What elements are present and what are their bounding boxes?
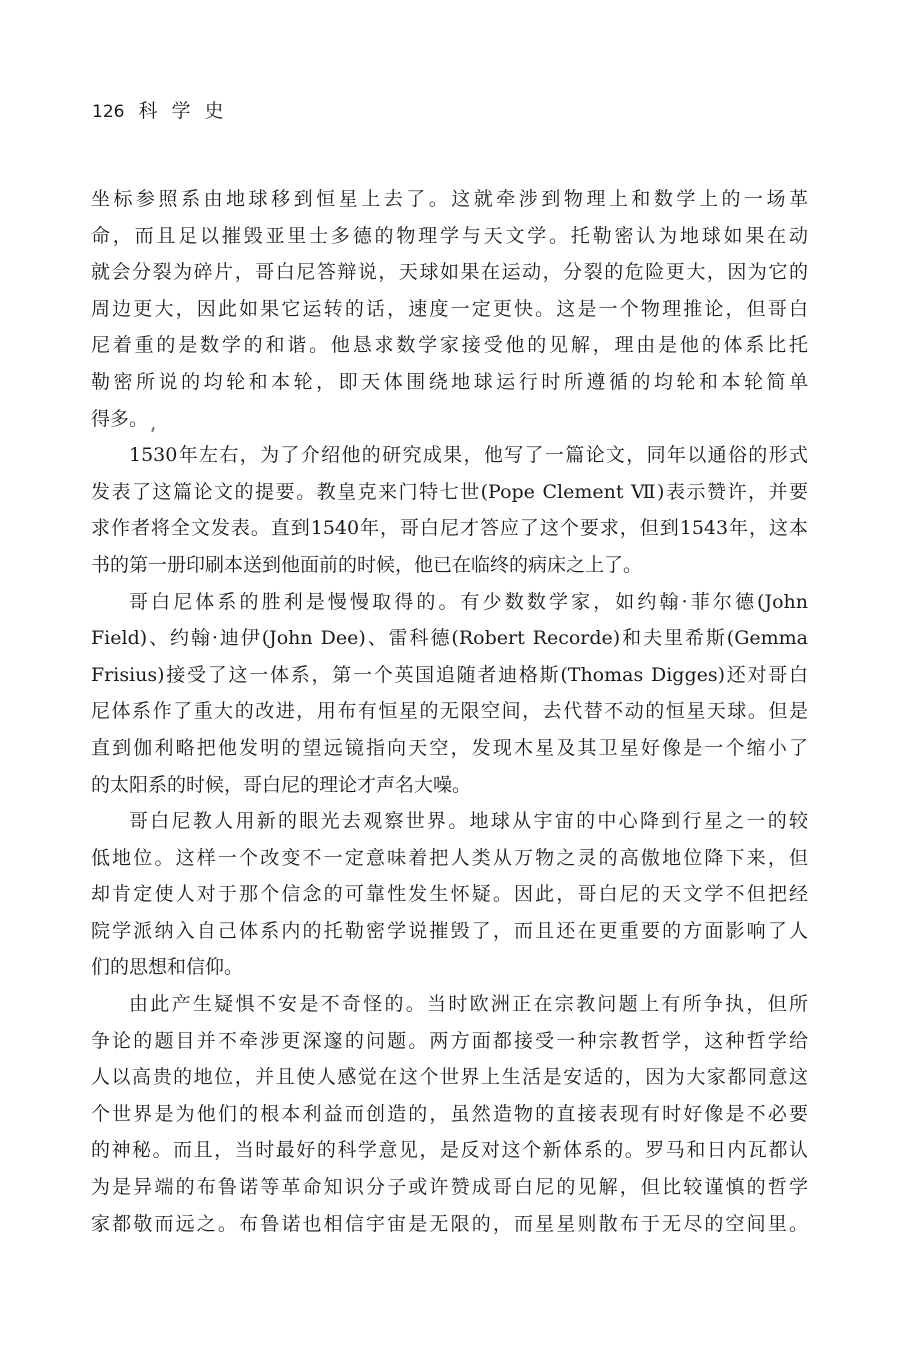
text-line: 勒密所说的均轮和本轮，即天体围绕地球运行时所遵循的均轮和本轮简单 [91, 370, 808, 393]
text-line: 坐标参照系由地球移到恒星上去了。这就牵涉到物理上和数学上的一场革 [91, 188, 808, 210]
text-line: 尼体系作了重大的改进，用布有恒星的无限空间，去代替不动的恒星天球。但是 [91, 700, 808, 723]
text-line: 发表了这篇论文的提要。教皇克来门特七世(Pope Clement Ⅶ)表示赞许，并要 [91, 480, 808, 503]
text-line: 们的思想和信仰。 [91, 956, 244, 979]
text-line: 1530年左右，为了介绍他的研究成果，他写了一篇论文，同年以通俗的形式 [129, 444, 808, 467]
text-line: 就会分裂为碎片，哥白尼答辩说，天球如果在运动，分裂的危险更大，因为它的 [91, 261, 808, 284]
text-line: 的太阳系的时候，哥白尼的理论才声名大噪。 [91, 773, 472, 796]
text-line: 周边更大，因此如果它运转的话，速度一定更快。这是一个物理推论，但哥白 [91, 297, 808, 320]
paragraph [91, 437, 808, 583]
body-text [91, 181, 808, 1242]
paragraph [91, 986, 808, 1242]
text-line: 院学派纳入自己体系内的托勒密学说摧毁了，而且还在更重要的方面影响了人 [91, 919, 808, 942]
paragraph [91, 181, 808, 437]
text-line: 求作者将全文发表。直到1540年，哥白尼才答应了这个要求，但到1543年，这本 [91, 517, 808, 540]
text-line: 书的第一册印刷本送到他面前的时候，他已在临终的病床之上了。 [91, 553, 643, 576]
text-line: 由此产生疑惧不安是不奇怪的。当时欧洲正在宗教问题上有所争执，但所 [129, 993, 808, 1016]
text-line: 哥白尼体系的胜利是慢慢取得的。有少数数学家，如约翰·菲尔德(John [129, 590, 808, 613]
paragraph [91, 803, 808, 986]
text-line: Frisius)接受了这一体系，第一个英国追随者迪格斯(Thomas Digges)还对哥白 [91, 663, 808, 686]
text-line: 尼着重的是数学的和谐。他恳求数学家接受他的见解，理由是他的体系比托 [91, 334, 808, 357]
text-line: 却肯定使人对于那个信念的可靠性发生怀疑。因此，哥白尼的天文学不但把经 [91, 883, 808, 906]
running-header [92, 96, 237, 123]
text-line: 命，而且足以摧毁亚里士多德的物理学与天文学。托勒密认为地球如果在动 [91, 224, 808, 247]
text-line: 哥白尼教人用新的眼光去观察世界。地球从宇宙的中心降到行星之一的较 [129, 810, 808, 833]
text-line: 的神秘。而且，当时最好的科学意见，是反对这个新体系的。罗马和日内瓦都认 [91, 1139, 808, 1162]
text-line: 家都敬而远之。布鲁诺也相信宇宙是无限的，而星星则散布于无尽的空间里。 [91, 1212, 808, 1235]
paragraph [91, 584, 808, 804]
page-number: 126 [92, 102, 125, 122]
text-line: 为是异端的布鲁诺等革命知识分子或许赞成哥白尼的见解，但比较谨慎的哲学 [91, 1176, 808, 1199]
text-line: 低地位。这样一个改变不一定意味着把人类从万物之灵的高傲地位降下来，但 [91, 846, 808, 869]
text-line: Field)、约翰·迪伊(John Dee)、雷科德(Robert Recorde)和夫里希斯(Gemma [91, 627, 808, 650]
text-line: 人以高贵的地位，并且使人感觉在这个世界上生活是安适的，因为大家都同意这 [91, 1066, 808, 1089]
text-line: 得多。 [91, 407, 149, 430]
book-title: 科学史 [138, 100, 238, 122]
text-line: 个世界是为他们的根本利益而创造的，虽然造物的直接表现有时好像是不必要 [91, 1102, 808, 1125]
text-line: 直到伽利略把他发明的望远镜指向天空，发现木星及其卫星好像是一个缩小了 [91, 736, 808, 759]
text-line: 争论的题目并不牵涉更深邃的问题。两方面都接受一种宗教哲学，这种哲学给 [91, 1029, 808, 1052]
